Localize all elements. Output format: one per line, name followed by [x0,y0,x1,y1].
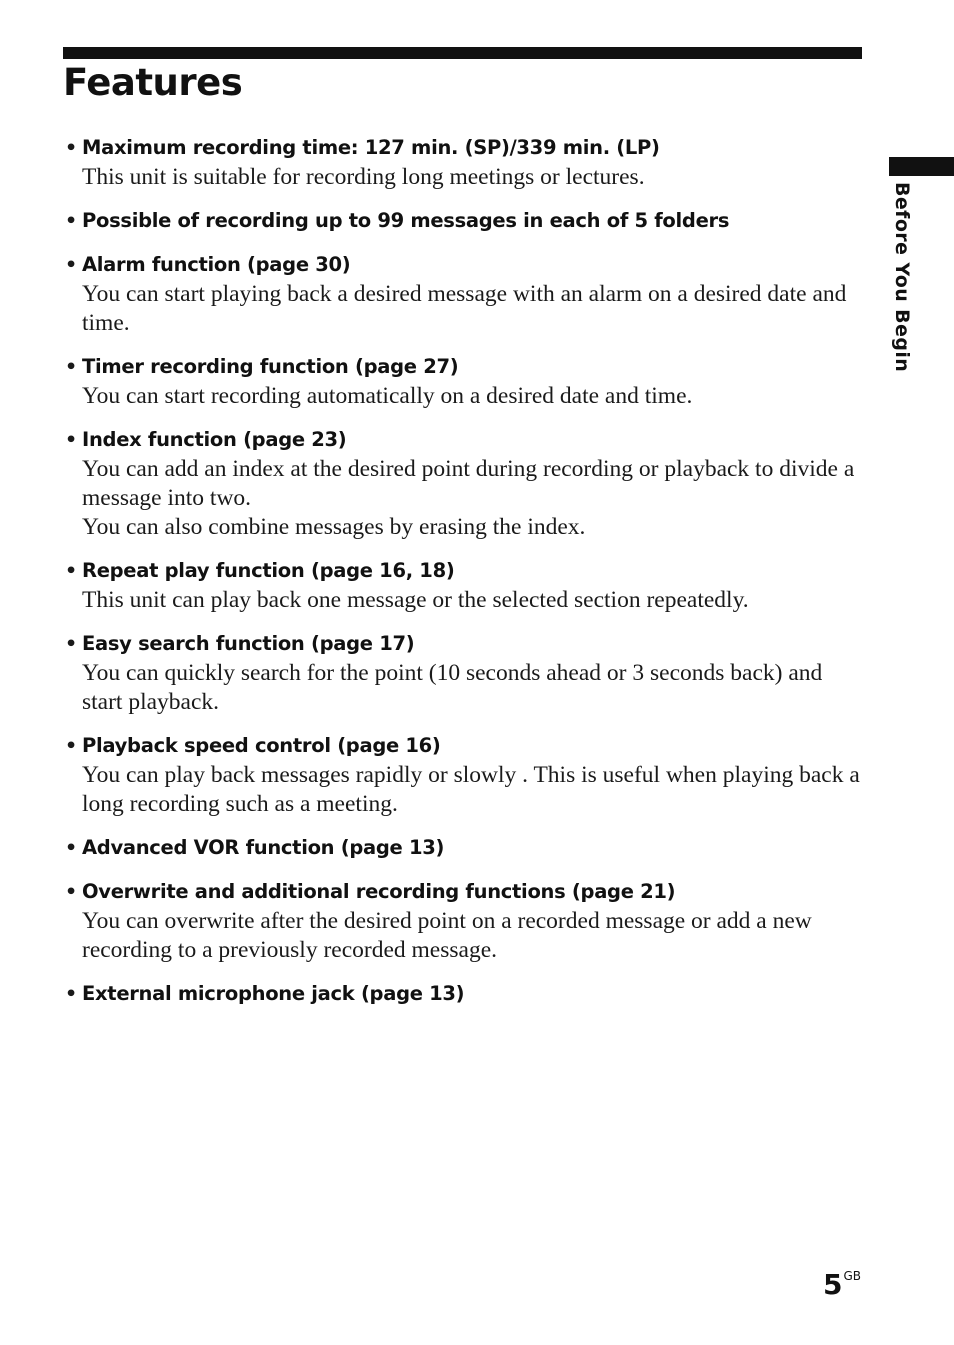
feature-heading: Repeat play function (page 16, 18) [82,559,455,582]
feature-heading: Playback speed control (page 16) [82,734,441,757]
bullet-icon: • [65,633,78,655]
feature-description: You can also combine messages by erasing the index. [82,514,586,540]
feature-item [63,556,868,615]
feature-item [63,877,868,965]
page-number-suffix: GB [843,1269,862,1283]
bullet-icon: • [65,983,78,1005]
feature-description: This unit is suitable for recording long meetings or lectures. [82,164,645,190]
feature-description: You can play back messages rapidly or slowly . This is useful when playing back a long recording such as a meeting. [82,762,860,817]
page-number [823,1267,861,1303]
feature-heading: Timer recording function (page 27) [82,355,459,378]
feature-heading: Maximum recording time: 127 min. (SP)/339 min. (LP) [82,136,660,159]
feature-description: You can add an index at the desired point during recording or playback to divide a message into two. [82,456,855,511]
feature-item [63,425,868,542]
feature-heading: External microphone jack (page 13) [82,982,465,1005]
feature-item [63,133,868,192]
feature-description: This unit can play back one message or the selected section repeatedly. [82,587,749,613]
bullet-icon: • [65,210,78,232]
feature-item [63,352,868,411]
bullet-icon: • [65,560,78,582]
feature-description: You can quickly search for the point (10 seconds ahead or 3 seconds back) and start playback. [82,660,823,715]
bullet-icon: • [65,254,78,276]
feature-description: You can start playing back a desired message with an alarm on a desired date and time. [82,281,847,336]
feature-item [63,629,868,717]
feature-heading: Index function (page 23) [82,428,347,451]
feature-heading: Alarm function (page 30) [82,253,351,276]
feature-heading: Possible of recording up to 99 messages in each of 5 folders [82,209,730,232]
feature-heading: Overwrite and additional recording functions (page 21) [82,880,676,903]
bullet-icon: • [65,881,78,903]
feature-item [63,731,868,819]
top-rule [63,47,862,59]
bullet-icon: • [65,429,78,451]
section-tab-marker [889,157,954,176]
page-title: Features [63,61,243,104]
feature-item [63,250,868,338]
feature-item [63,833,868,863]
feature-item [63,979,868,1009]
feature-heading: Easy search function (page 17) [82,632,415,655]
feature-item [63,206,868,236]
section-side-label: Before You Begin [891,182,913,373]
bullet-icon: • [65,356,78,378]
feature-description: You can start recording automatically on a desired date and time. [82,383,693,409]
bullet-icon: • [65,137,78,159]
feature-list [63,133,868,1023]
bullet-icon: • [65,837,78,859]
page-number-value: 5 [823,1268,843,1301]
feature-heading: Advanced VOR function (page 13) [82,836,445,859]
feature-description: You can overwrite after the desired point on a recorded message or add a new recording to a previously recorded message. [82,908,812,963]
bullet-icon: • [65,735,78,757]
